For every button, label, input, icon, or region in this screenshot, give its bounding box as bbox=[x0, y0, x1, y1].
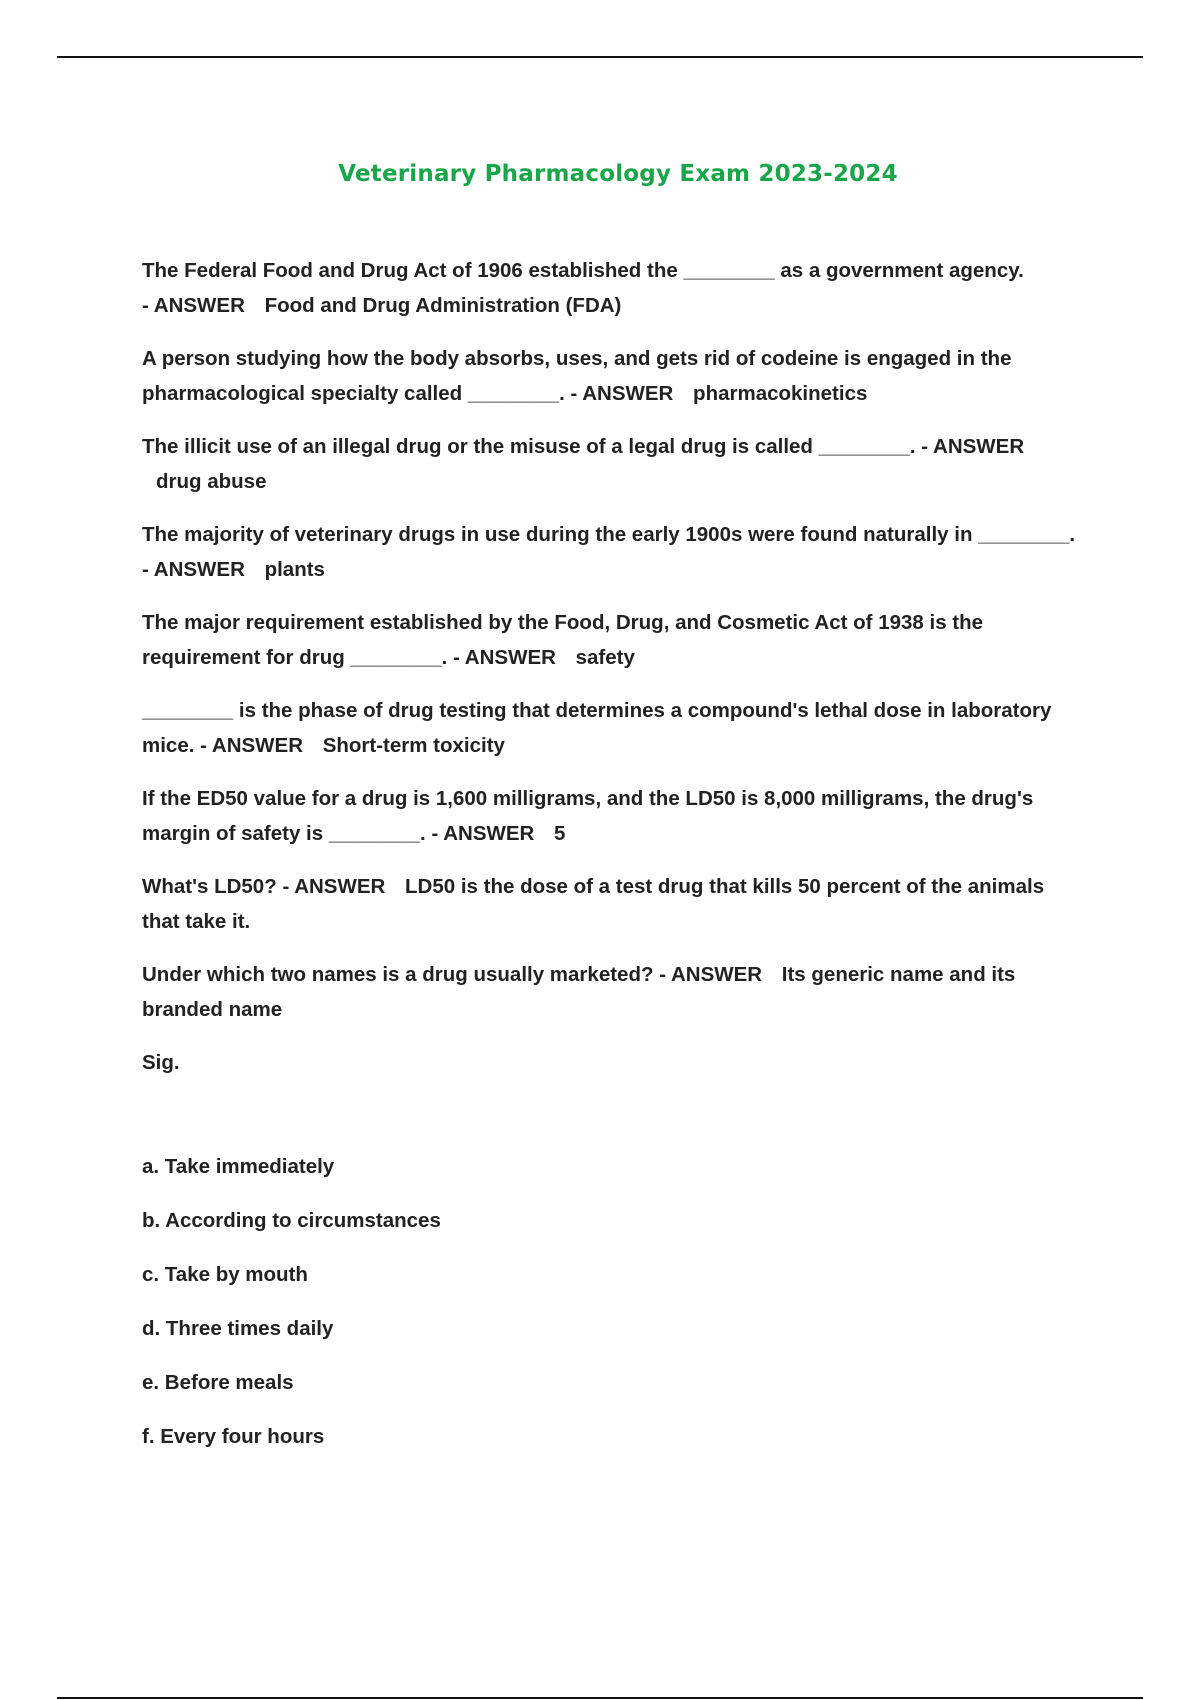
option-item: b. According to circumstances bbox=[142, 1209, 441, 1232]
question-text: The illicit use of an illegal drug or the misuse of a legal drug is called ________. bbox=[142, 435, 916, 458]
question-item bbox=[142, 782, 1082, 851]
option-item: e. Before meals bbox=[142, 1371, 294, 1394]
top-divider bbox=[57, 56, 1143, 58]
question-item bbox=[142, 254, 1082, 323]
answer-label: - ANSWER bbox=[282, 875, 386, 898]
answer-label: - ANSWER bbox=[200, 733, 303, 757]
answer-label: - ANSWER bbox=[570, 381, 674, 405]
answer-text: 5 bbox=[554, 821, 566, 845]
question-item bbox=[142, 870, 1082, 939]
question-text: ________ is the phase of drug testing that determines a compound's lethal dose in laboratory mice. bbox=[142, 699, 1052, 757]
question-item bbox=[142, 694, 1082, 763]
answer-label: - ANSWER bbox=[142, 293, 245, 317]
option-item: d. Three times daily bbox=[142, 1317, 334, 1340]
answer-options bbox=[142, 1150, 1082, 1454]
answer-text: safety bbox=[575, 645, 635, 669]
answer-label: - ANSWER bbox=[431, 821, 535, 845]
answer-text: LD50 is the dose of a test drug that kills 50 percent of the animals that take it. bbox=[142, 875, 1045, 933]
option-item: f. Every four hours bbox=[142, 1425, 325, 1448]
exam-content bbox=[142, 254, 1082, 1474]
page-title: Veterinary Pharmacology Exam 2023-2024 bbox=[338, 161, 898, 188]
question-text: A person studying how the body absorbs, uses, and gets rid of codeine is engaged in the pharmacological specialty called ________. bbox=[142, 347, 1012, 405]
question-item bbox=[142, 342, 1082, 411]
question-item bbox=[142, 518, 1082, 587]
question-text: What's LD50? bbox=[142, 875, 277, 898]
answer-label: - ANSWER bbox=[659, 963, 763, 986]
question-item bbox=[142, 606, 1082, 675]
answer-text: drug abuse bbox=[156, 469, 267, 493]
question-text: The major requirement established by the Food, Drug, and Cosmetic Act of 1938 is the requirement for drug ________. bbox=[142, 611, 984, 669]
option-item: a. Take immediately bbox=[142, 1155, 335, 1178]
question-text: Under which two names is a drug usually marketed? bbox=[142, 963, 654, 986]
answer-text: pharmacokinetics bbox=[693, 381, 868, 405]
question-list bbox=[142, 254, 1082, 1027]
answer-label: - ANSWER bbox=[142, 557, 245, 581]
question-item bbox=[142, 958, 1082, 1027]
question-text: If the ED50 value for a drug is 1,600 milligrams, and the LD50 is 8,000 milligrams, the drug's margin of safety is ________. bbox=[142, 787, 1034, 845]
question-text: The majority of veterinary drugs in use during the early 1900s were found naturally in ________. bbox=[142, 523, 1076, 546]
answer-label: - ANSWER bbox=[453, 645, 556, 669]
answer-text: Food and Drug Administration (FDA) bbox=[264, 293, 622, 317]
question-item bbox=[142, 430, 1082, 499]
answer-text: plants bbox=[264, 557, 325, 581]
answer-label: - ANSWER bbox=[921, 435, 1025, 458]
answer-text: Short-term toxicity bbox=[322, 733, 505, 757]
bottom-divider bbox=[57, 1697, 1143, 1699]
sig-question: Sig. bbox=[142, 1051, 180, 1074]
answer-text: Its generic name and its branded name bbox=[142, 963, 1016, 1021]
option-item: c. Take by mouth bbox=[142, 1263, 308, 1286]
question-text: The Federal Food and Drug Act of 1906 established the ________ as a government agency. bbox=[142, 259, 1024, 282]
